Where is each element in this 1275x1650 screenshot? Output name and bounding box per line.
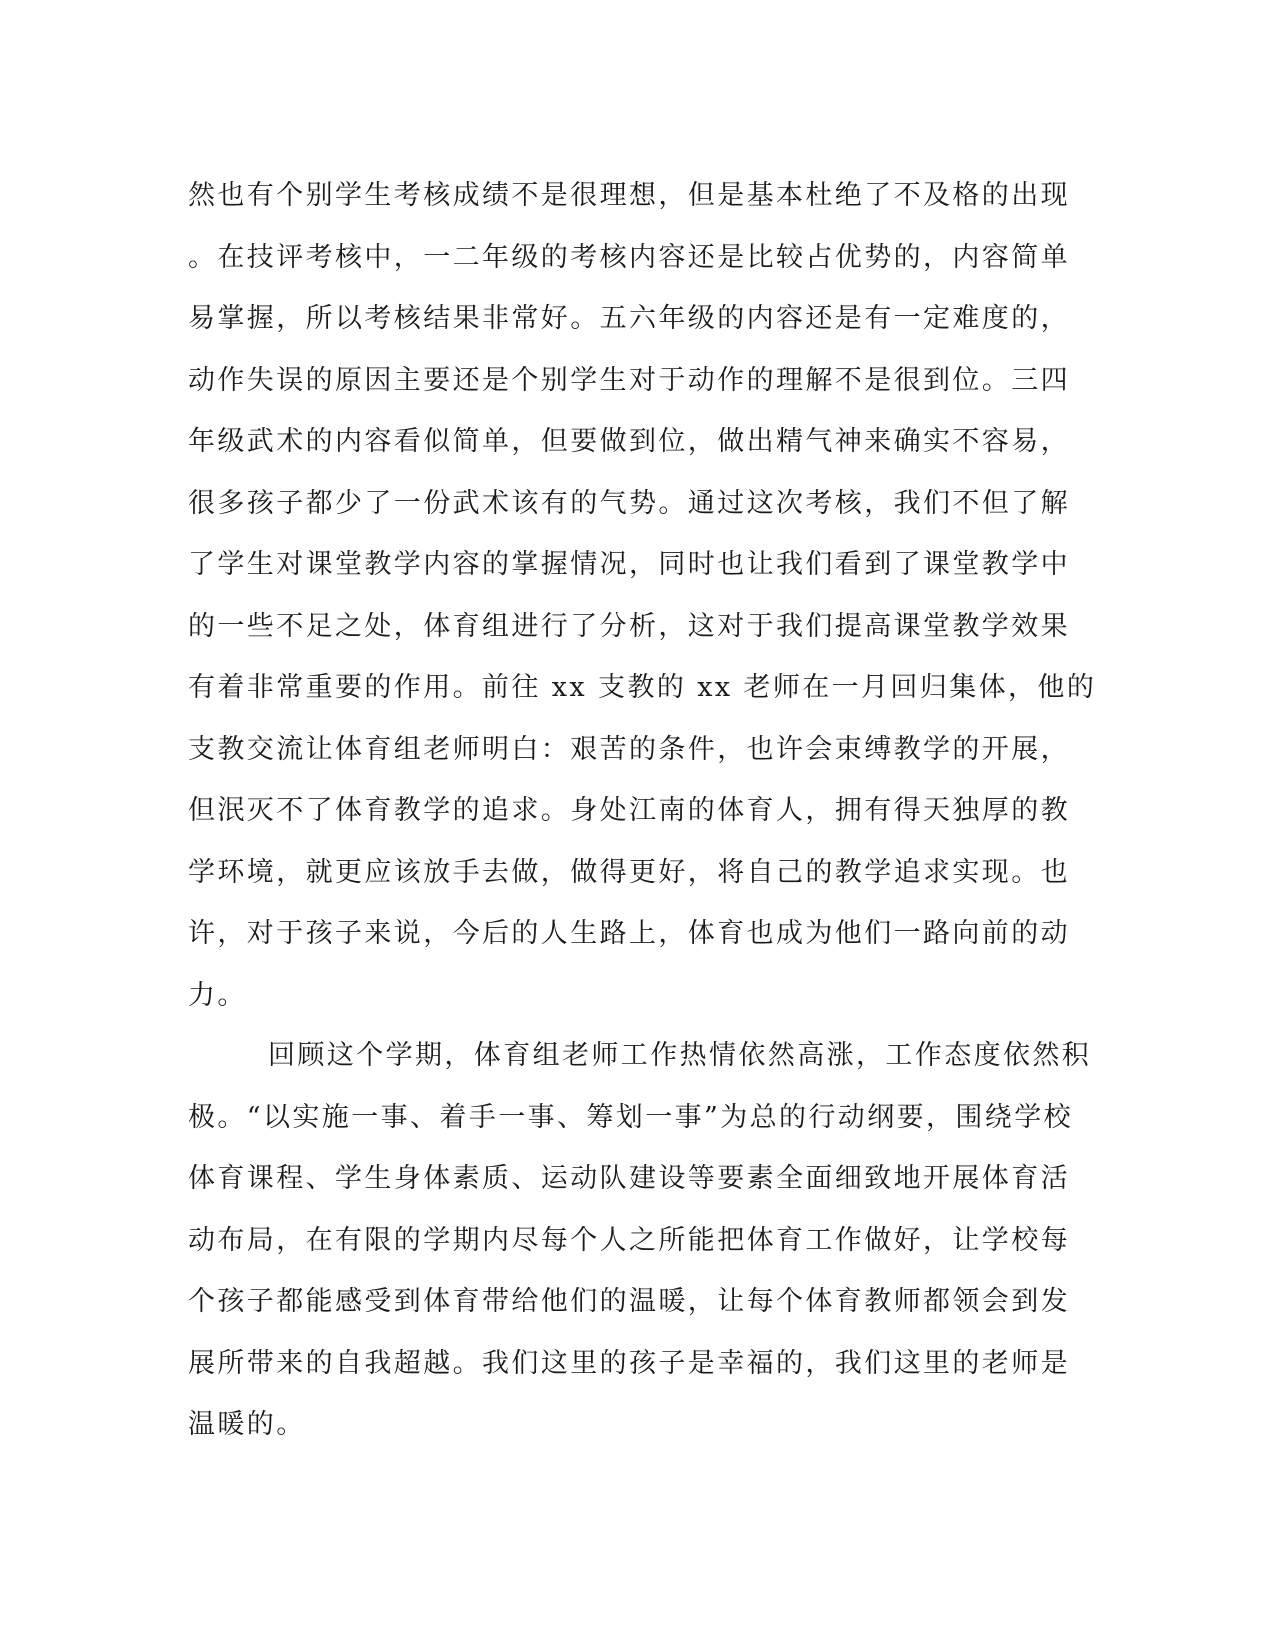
paragraph-semester-review bbox=[188, 1025, 1092, 1456]
text-line: 体育课程、学生身体素质、运动队建设等要素全面细致地开展体育活 bbox=[188, 1163, 1070, 1194]
paragraph-assessment-summary bbox=[188, 165, 1097, 1026]
text-line-indented: 回顾这个学期，体育组老师工作热情依然高涨，工作态度依然积 bbox=[268, 1040, 1092, 1071]
text-line: 很多孩子都少了一份武术该有的气势。通过这次考核，我们不但了解 bbox=[188, 487, 1070, 519]
text-line: 。在技评考核中，一二年级的考核内容还是比较占优势的，内容简单 bbox=[188, 241, 1070, 273]
text-line: 个孩子都能感受到体育带给他们的温暖，让每个体育教师都领会到发 bbox=[188, 1286, 1070, 1317]
text-line: 有着非常重要的作用。前往 xx 支教的 xx 老师在一月回归集体，他的 bbox=[188, 672, 1097, 703]
text-line: 的一些不足之处，体育组进行了分析，这对于我们提高课堂教学效果 bbox=[188, 610, 1070, 642]
text-line: 但泯灭不了体育教学的追求。身处江南的体育人，拥有得天独厚的教 bbox=[188, 795, 1070, 826]
text-line: 动布局，在有限的学期内尽每个人之所能把体育工作做好，让学校每 bbox=[188, 1224, 1070, 1256]
text-line: 支教交流让体育组老师明白：艰苦的条件，也许会束缚教学的开展， bbox=[188, 733, 1070, 765]
text-line: 学环境，就更应该放手去做，做得更好，将自己的教学追求实现。也 bbox=[188, 856, 1070, 888]
text-line: 然也有个别学生考核成绩不是很理想，但是基本杜绝了不及格的出现 bbox=[188, 180, 1070, 211]
text-line: 展所带来的自我超越。我们这里的孩子是幸福的，我们这里的老师是 bbox=[188, 1347, 1070, 1379]
text-line: 极。“以实施一事、着手一事、筹划一事”为总的行动纲要，围绕学校 bbox=[188, 1101, 1074, 1133]
text-line: 力。 bbox=[188, 979, 247, 1011]
text-line: 年级武术的内容看似简单，但要做到位，做出精气神来确实不容易， bbox=[188, 426, 1070, 457]
text-line: 动作失误的原因主要还是个别学生对于动作的理解不是很到位。三四 bbox=[188, 364, 1070, 396]
text-line: 温暖的。 bbox=[188, 1409, 306, 1440]
text-line: 了学生对课堂教学内容的掌握情况，同时也让我们看到了课堂教学中 bbox=[188, 549, 1070, 580]
text-line: 易掌握，所以考核结果非常好。五六年级的内容还是有一定难度的， bbox=[188, 303, 1070, 334]
text-line: 许，对于孩子来说，今后的人生路上，体育也成为他们一路向前的动 bbox=[188, 918, 1070, 949]
